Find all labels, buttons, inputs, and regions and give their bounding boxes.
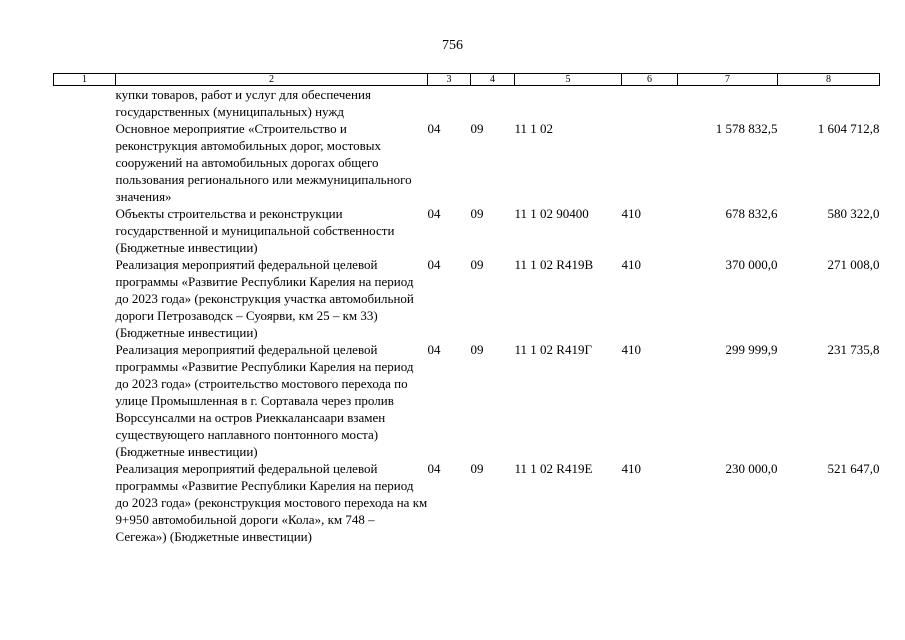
expense-type-code xyxy=(622,120,678,205)
amount-col7: 678 832,6 xyxy=(725,206,778,221)
amount-col8: 1 604 712,8 xyxy=(817,121,880,136)
amount-col7 xyxy=(678,86,778,121)
section-code: 04 xyxy=(427,461,441,476)
row-number-cell xyxy=(54,256,116,341)
column-header-6: 6 xyxy=(622,74,678,86)
subsection-code: 09 xyxy=(470,257,484,272)
budget-table xyxy=(53,73,880,545)
amount-col8: 580 322,0 xyxy=(827,206,880,221)
expense-type-code: 410 xyxy=(621,342,641,357)
column-header-4: 4 xyxy=(471,74,515,86)
table-row xyxy=(54,256,880,341)
page-number: 756 xyxy=(442,38,463,53)
item-name: Основное мероприятие «Строительство и реконструкция автомобильных дорог, мостовых сооружений на автомобильных дорогах общего пользования регионального или межмуниципального значения» xyxy=(115,121,412,204)
row-number-cell xyxy=(54,341,116,460)
item-name: Реализация мероприятий федеральной целевой программы «Развитие Республики Карелия на период до 2023 года» (реконструкция участка автомобильной дороги Петрозаводск – Суоярви, км 25 – км 33) (Бюджетные инвестиции) xyxy=(115,257,414,340)
table-body xyxy=(54,86,880,546)
target-article-code: 11 1 02 R419Г xyxy=(514,342,592,357)
column-number-header xyxy=(54,74,880,86)
expense-type-code: 410 xyxy=(621,257,641,272)
target-article-code xyxy=(515,86,622,121)
subsection-code: 09 xyxy=(470,121,484,136)
amount-col8: 521 647,0 xyxy=(827,461,880,476)
expense-type-code xyxy=(622,86,678,121)
section-code: 04 xyxy=(427,257,441,272)
column-header-3: 3 xyxy=(428,74,471,86)
subsection-code: 09 xyxy=(470,461,484,476)
target-article-code: 11 1 02 R419Е xyxy=(514,461,593,476)
table-row xyxy=(54,120,880,205)
target-article-code: 11 1 02 90400 xyxy=(514,206,589,221)
column-header-1: 1 xyxy=(54,74,116,86)
expense-type-code: 410 xyxy=(621,206,641,221)
item-name: купки товаров, работ и услуг для обеспечения государственных (муниципальных) нужд xyxy=(115,87,371,119)
amount-col8 xyxy=(778,86,880,121)
table-row xyxy=(54,205,880,256)
row-number-cell xyxy=(54,86,116,121)
section-code: 04 xyxy=(427,121,441,136)
row-number-cell xyxy=(54,205,116,256)
amount-col7: 370 000,0 xyxy=(725,257,778,272)
column-header-8: 8 xyxy=(778,74,880,86)
subsection-code xyxy=(471,86,515,121)
row-number-cell xyxy=(54,120,116,205)
table-row xyxy=(54,341,880,460)
column-header-2: 2 xyxy=(116,74,428,86)
section-code: 04 xyxy=(427,206,441,221)
subsection-code: 09 xyxy=(470,206,484,221)
amount-col8: 231 735,8 xyxy=(827,342,880,357)
column-header-7: 7 xyxy=(678,74,778,86)
expense-type-code: 410 xyxy=(621,461,641,476)
item-name: Реализация мероприятий федеральной целевой программы «Развитие Республики Карелия на период до 2023 года» (строительство мостового перехода по улице Промышленная в г. Сортавала через пролив Ворссунсалми на остров Риеккалансаари взамен существующего наплавного понтонного моста) (Бюджетные инвестиции) xyxy=(115,342,414,459)
section-code: 04 xyxy=(427,342,441,357)
column-header-5: 5 xyxy=(515,74,622,86)
table-row xyxy=(54,460,880,545)
item-name: Реализация мероприятий федеральной целевой программы «Развитие Республики Карелия на период до 2023 года» (реконструкция мостового перехода на км 9+950 автомобильной дороги «Кола», км 748 – Сегежа») (Бюджетные инвестиции) xyxy=(115,461,428,544)
item-name: Объекты строительства и реконструкции государственной и муниципальной собственности (Бюджетные инвестиции) xyxy=(115,206,395,255)
table-row xyxy=(54,86,880,121)
section-code xyxy=(428,86,471,121)
amount-col7: 1 578 832,5 xyxy=(715,121,778,136)
amount-col7: 299 999,9 xyxy=(725,342,778,357)
row-number-cell xyxy=(54,460,116,545)
amount-col7: 230 000,0 xyxy=(725,461,778,476)
target-article-code: 11 1 02 R419В xyxy=(514,257,594,272)
subsection-code: 09 xyxy=(470,342,484,357)
amount-col8: 271 008,0 xyxy=(827,257,880,272)
target-article-code: 11 1 02 xyxy=(514,121,554,136)
